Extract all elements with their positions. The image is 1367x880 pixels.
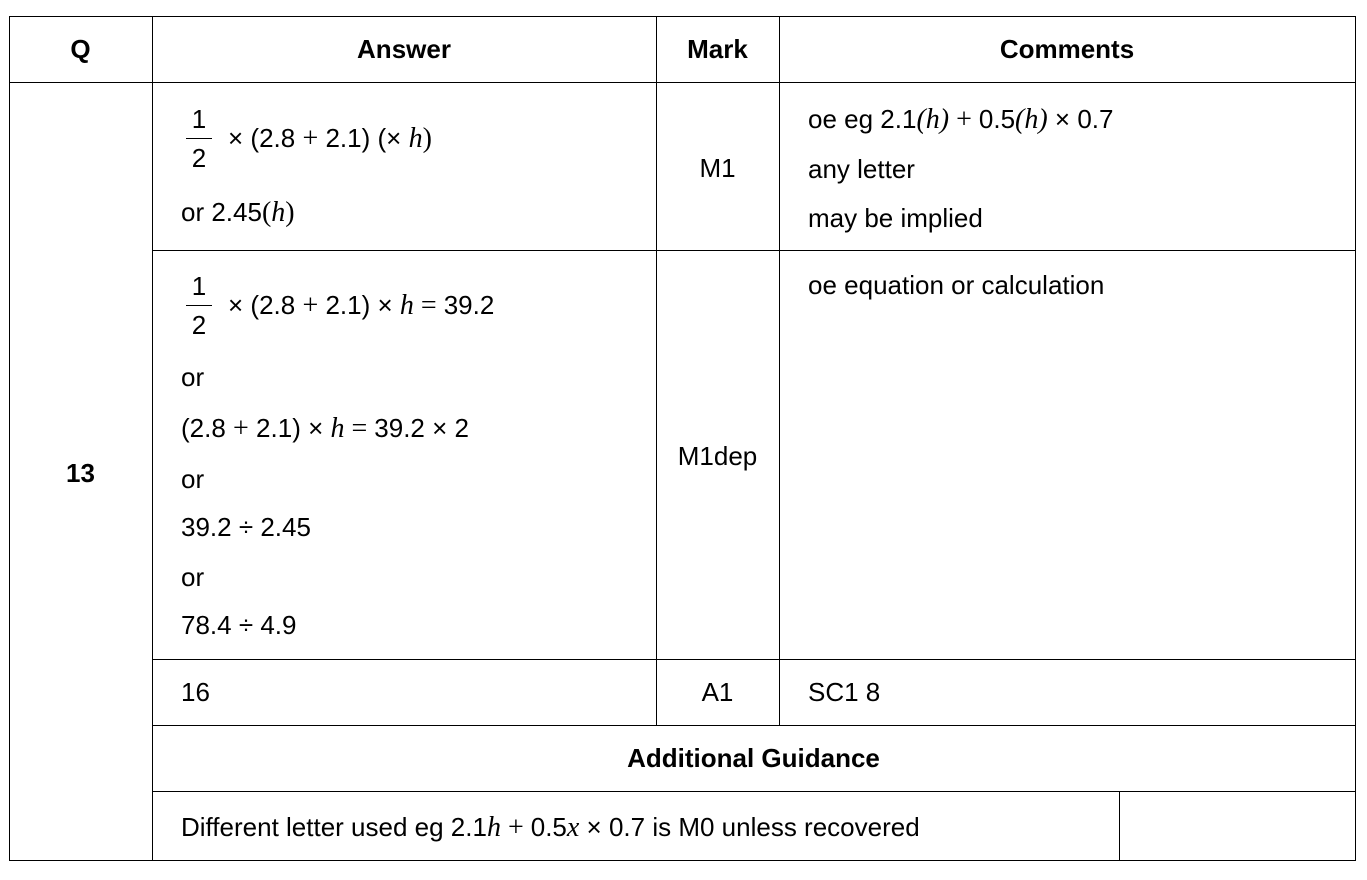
variable-h: h [408,123,423,154]
paren: ) [422,123,432,154]
text: × (2.8 [228,290,303,320]
header-comments: Comments [999,33,1135,64]
text: oe eg 2.1 [808,104,917,134]
row3-answer: 16 [181,677,210,707]
variable-h: (h) [1015,104,1048,135]
row2-or-3: or [181,562,205,592]
border-mark-comments [779,16,780,726]
row1-answer-line2 [181,197,295,228]
variable-h: h [271,197,286,228]
border-row1-bottom [152,250,1356,251]
paren: ( [261,197,272,228]
plus-sign: + [233,413,249,444]
row1-comment-line1 [808,104,1113,135]
variable-h: (h) [916,104,950,135]
row1-frac-den: 2 [191,143,207,173]
header-mark: Mark [687,33,748,64]
border-bottom [9,860,1356,861]
text: 2.1) × [248,413,331,443]
text: 2.1) (× [318,123,409,153]
row2-frac-den: 2 [191,310,207,340]
row1-comment-line3: may be implied [808,203,983,233]
plus-sign: + [500,812,531,843]
text: 39.2 [443,290,495,320]
row2-fraction [186,271,212,340]
text: × 0.7 is M0 unless recovered [579,812,920,842]
plus-sign: + [949,104,979,135]
text: (2.8 [181,413,234,443]
variable-h: h [486,812,501,843]
border-header-bottom [9,82,1356,83]
row2-frac-num: 1 [191,271,207,301]
border-row2-bottom [152,659,1356,660]
row2-answer-line1 [228,290,494,321]
text: × 0.7 [1047,104,1114,134]
text: Different letter used eg 2.1 [181,812,487,842]
variable-h: h [399,290,414,321]
text: or 2.45 [181,197,262,227]
text: 2.1) × [318,290,400,320]
row2-comment: oe equation or calculation [808,270,1105,300]
variable-x: x [566,812,580,843]
row1-frac-num: 1 [191,104,207,134]
row2-or-2: or [181,464,205,494]
row3-mark: A1 [701,677,734,707]
row2-frac-bar [186,305,212,306]
header-answer: Answer [357,33,451,64]
guidance-text [181,812,920,843]
variable-h: h [330,413,345,444]
border-guidance-title-bottom [152,791,1356,792]
equals-sign: = [413,290,444,321]
text: 0.5 [978,104,1016,134]
row1-answer-line1 [228,123,432,154]
text: 39.2 × 2 [374,413,469,443]
row2-answer-line4: 78.4 ÷ 4.9 [181,610,297,640]
border-answer-mark [656,16,657,726]
row1-frac-bar [186,138,212,139]
row2-mark: M1dep [677,441,758,471]
row3-comment: SC1 8 [808,677,881,707]
row1-comment-line2: any letter [808,154,915,184]
border-q-answer [152,16,153,861]
paren: ) [285,197,295,228]
additional-guidance-title: Additional Guidance [627,743,880,773]
plus-sign: + [302,123,319,154]
border-row3-bottom [152,725,1356,726]
plus-sign: + [302,290,319,321]
header-q: Q [70,33,91,64]
equals-sign: = [344,413,375,444]
border-guidance-split [1119,791,1120,861]
row2-answer-line3: 39.2 ÷ 2.45 [181,512,311,542]
row1-mark: M1 [699,153,736,183]
text: 0.5 [530,812,567,842]
border-left [9,16,10,861]
row2-or-1: or [181,362,205,392]
question-number: 13 [66,458,95,488]
text: × (2.8 [228,123,303,153]
row1-fraction [186,104,212,173]
border-right [1355,16,1356,861]
row2-answer-line2 [181,413,469,444]
